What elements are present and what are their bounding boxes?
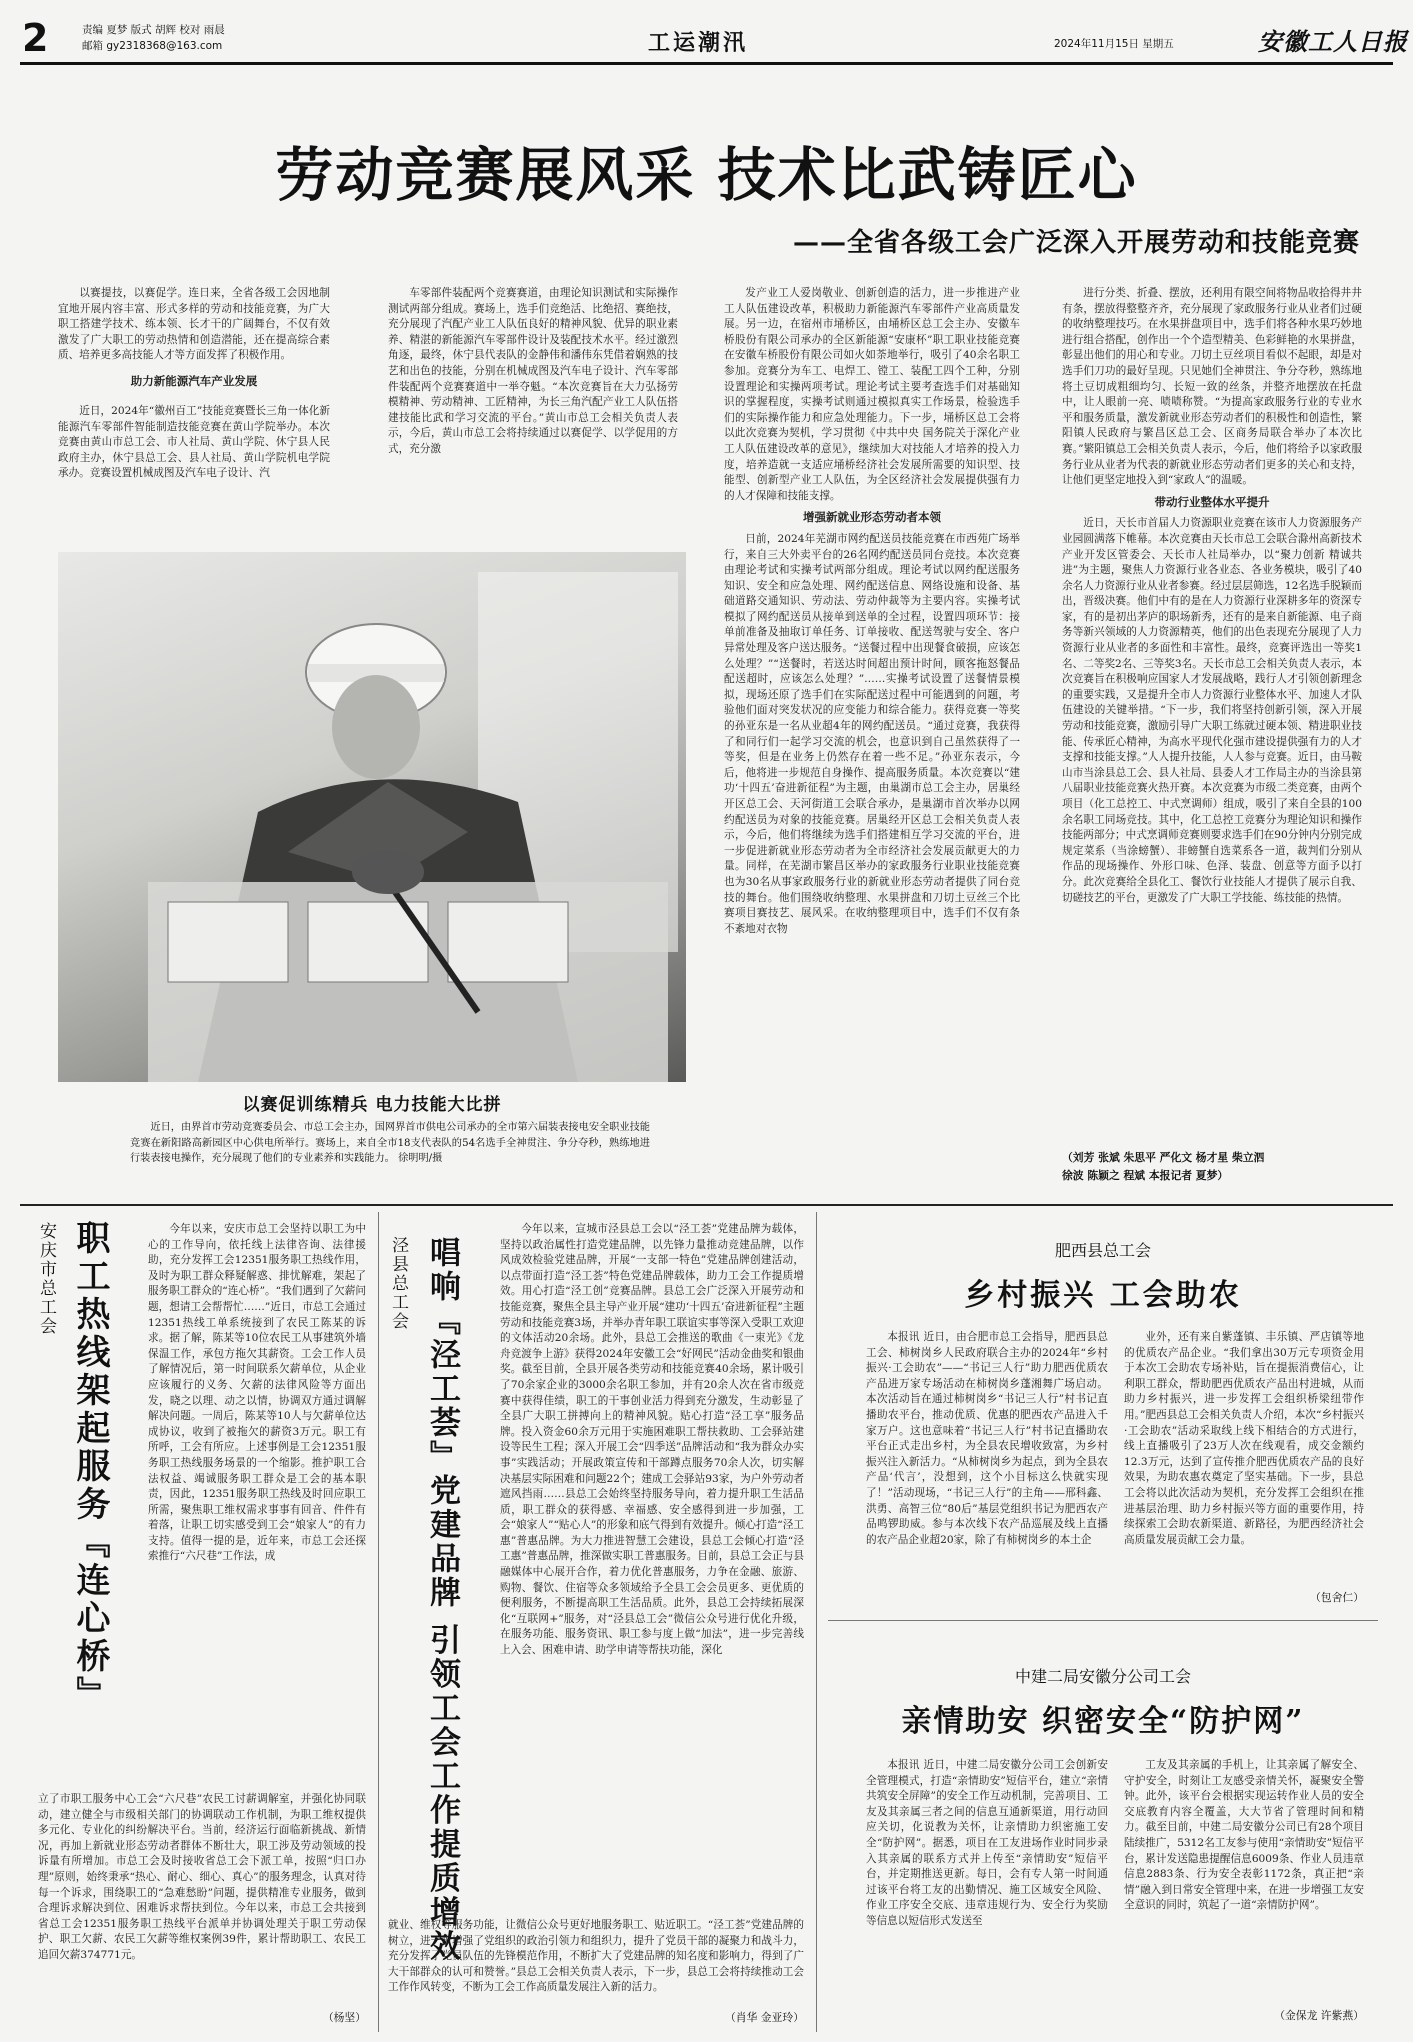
lead-col1-bottom-text: 近日，2024年“徽州百工”技能竞赛暨长三角一体化新能源汽车零部件智能制造技能竞赛在黄山学院举办。本次竞赛由黄山市总工会、市人社局、黄山学院、休宁县人民政府主办，休宁县总工会、县人社局、黄山学院机电学院承办。竞赛设置机械成图及汽车电子设计、汽 (58, 405, 330, 480)
photo-title: 以赛促训练精兵 电力技能大比拼 (242, 1095, 502, 1115)
electrician-photo-illustration (58, 552, 686, 1082)
lead-col3-subheading: 增强新就业形态劳动者本领 (803, 510, 941, 525)
divider-anqing-jingxian (378, 1212, 379, 2032)
lead-col1-top (58, 286, 330, 398)
cscec-byline: （金保龙 许紫燕） (1274, 2009, 1364, 2022)
lead-bottom-rule (20, 1204, 1393, 1206)
cscec-col-b (1124, 1758, 1364, 1994)
jingxian-text-b: 就业、维权等服务功能，让微信公众号更好地服务职工、贴近职工。“泾工荟”党建品牌的树立，进一步增强了党组织的政治引领力和组织力，提升了党员干部的凝聚力和战斗力，充分发挥了党员队伍的先锋模范作用，不断扩大了党建品牌的知名度和影响力，得到了广大干部群众的认可和赞誉。”县总工会相关负责人表示，下一步，县总工会将持续推动工会工作作风转变，不断为工会工作高质量发展注入新的活力。 (388, 1919, 804, 1994)
lead-col4-subheading: 带动行业整体水平提升 (1154, 494, 1270, 509)
jingxian-body-a (500, 1222, 804, 1912)
lead-subtitle: ——全省各级工会广泛深入开展劳动和技能竞赛 (792, 228, 1360, 258)
lead-col1-top-text: 以赛提技，以赛促学。连日来，全省各级工会因地制宜地开展内容丰富、形式多样的劳动和技能竞赛，为广大职工搭建学技术、练本领、长才干的广阔舞台，不仅有效激发了广大职工的劳动热情和创造潜能，还在提高综合素质、培养更多高技能人才等方面发挥了积极作用。 (58, 287, 330, 362)
lead-col3-text-a: 发产业工人爱岗敬业、创新创造的活力，进一步推进产业工人队伍建设改革，积极助力新能源汽车零部件产业高质量发展。另一边，在宿州市埇桥区，由埇桥区总工会主办、安徽车桥股份有限公司承办的全区新能源“安康杯”职工职业技能竞赛在安徽车桥股份有限公司如火如荼地举行，吸引了40余名职工参加。竞赛分为车工、电焊工、镗工、装配工四个工种，分别设置理论和实操两项考试。理论考试主要考查选手们对基础知识的掌握程度，实操考试则通过模拟真实工作场景，检验选手们的实际操作能力和应急处理能力。下一步，埇桥区总工会将以此次竞赛为契机，学习贯彻《中共中央 国务院关于深化产业工人队伍建设改革的意见》，继续加大对技能人才培养的投入力度，培养造就一支适应埇桥经济社会发展所需要的知识型、技能型、创新型产业工人队伍，为全区经济社会发展提供强有力的人才保障和技能支撑。 (724, 287, 1020, 502)
paper-name: 安徽工人日报 (1258, 27, 1408, 56)
lead-col1-bottom (58, 404, 330, 546)
feixi-title: 乡村振兴 工会助农 (964, 1278, 1242, 1313)
lead-photo (58, 552, 686, 1082)
lead-col4-text-a: 进行分类、折叠、摆放，还利用有限空间将物品收拾得井井有条，摆放得整整齐齐，充分展现了家政服务行业从业者们过硬的收纳整理技巧。在水果拼盘项目中，选手们将各种水果巧妙地进行组合搭配，创作出一个个造型精美、色彩鲜艳的水果拼盘，彰显出他们的用心和专业。刀切土豆丝项目看似不起眼，却是对选手们刀功的最好呈现。只见她们全神贯注、争分夺秒，熟练地将土豆切成粗细均匀、长短一致的丝条，并整齐地摆放在托盘中，让人眼前一亮、啧啧称赞。“为提高家政服务行业的专业水平和服务质量，激发新就业形态劳动者们的积极性和创造性，繁阳镇人民政府与繁昌区总工会、区商务局联合举办了本次比赛。”繁阳镇总工会相关负责人表示，今后，他们将给予以家政服务行业从业者为代表的新就业形态劳动者们更多的关心和支持，让他们更坚定地投入到“家政人”的温暖。 (1062, 287, 1362, 487)
lead-col1-subheading: 助力新能源汽车产业发展 (130, 373, 258, 388)
feixi-byline: （包舍仁） (1310, 1591, 1364, 1604)
lead-col3 (724, 286, 1020, 1182)
cscec-title: 亲情助安 织密安全“防护网” (901, 1704, 1305, 1739)
lead-col2 (388, 286, 678, 546)
jingxian-org: 泾县总工会 (388, 1236, 408, 1331)
feixi-col-a (866, 1330, 1108, 1600)
lead-byline-1: （刘芳 张斌 朱思平 严化文 杨才星 柴立泗 (1062, 1151, 1265, 1164)
divider-feixi-cscec (828, 1620, 1378, 1621)
anqing-byline: （杨坚） (322, 2011, 366, 2024)
issue-date: 2024年11月15日 星期五 (1054, 38, 1174, 50)
cscec-org: 中建二局安徽分公司工会 (1014, 1667, 1191, 1686)
anqing-text-a: 今年以来，安庆市总工会坚持以职工为中心的工作导向，依托线上法律咨询、法律援助，充分发挥工会12351服务职工热线作用，及时为职工群众释疑解惑、排忧解难，架起了服务职工群众的“连心桥”。“我们遇到了欠薪问题，想请工会帮帮忙……”近日，市总工会通过12351热线工单系统接到了农民工陈某的诉求。据了解，陈某等10位农民工从事建筑外墙保温工作，承包方拖欠其薪资。工会工作人员了解情况后，第一时间联系欠薪单位，从企业应该履行的义务、欠薪的法律风险等方面出发，晓之以理、动之以情，协调双方通过调解解决问题。一周后，陈某等10人与欠薪单位达成协议，收到了被拖欠的薪资3万元。职工有所呼，工会有所应。上述事例是工会12351服务职工热线服务场景的一个缩影。推护职工合法权益、竭诚服务职工群众是工会的基本职责，因此，12351服务职工热线及时回应职工所需，聚焦职工维权需求事事有回音、件件有着落，让职工切实感受到工会“娘家人”的有力支持。值得一提的是，近年来，市总工会还探索推行“六尺巷”工作法，成 (148, 1223, 366, 1563)
feixi-col-b (1124, 1330, 1364, 1590)
anqing-text-b: 立了市职工服务中心工会“六尺巷”农民工讨薪调解室，并强化协同联动，建立健全与市级相关部门的协调联动工作机制，为职工维权提供多元化、专业化的纠纷解决平台。当前，经济运行面临新挑战、新情况，再加上新就业形态劳动者群体不断壮大，职工涉及劳动领域的投诉量有所增加。市总工会及时接收省总工会下派工单，按照“归口办理”原则，始终秉承“热心、耐心、细心、真心”的服务理念，认真对待每一个诉求，围绕职工的“急难愁盼”问题，提供精准专业服务，做到合理诉求解决到位、困难诉求帮扶到位。今年以来，市总工会共接到省总工会12351服务职工热线平台派单并协调处理关于职工劳动保护、职工欠薪、农民工欠薪等维权案例39件，累计帮助职工、农民工追回欠薪374771元。 (38, 1793, 366, 1961)
photo-caption: 近日，由界首市劳动竞赛委员会、市总工会主办，国网界首市供电公司承办的全市第六届装表接电安全职业技能竞赛在新阳路高新园区中心供电所举行。赛场上，来自全市18支代表队的54名选手全神贯注、争分夺秒，熟练地进行装表接电操作，充分展现了他们的专业素养和实践能力。 徐明明/摄 (130, 1122, 650, 1164)
lead-byline-2: 徐波 陈颖之 程斌 本报记者 夏梦） (1062, 1169, 1229, 1182)
feixi-org: 肥西县总工会 (1054, 1241, 1151, 1260)
section-name: 工运潮汛 (648, 31, 749, 56)
anqing-body-a (148, 1222, 366, 1782)
lead-title: 劳动竞赛展风采 技术比武铸匠心 (275, 141, 1138, 209)
cscec-col-a (866, 1758, 1108, 2008)
lead-col4 (1062, 286, 1362, 1146)
anqing-body-b (38, 1792, 366, 1996)
lead-col2-text: 车零部件装配两个竞赛赛道，由理论知识测试和实际操作测试两部分组成。赛场上，选手们竞绝活、比绝招、赛绝技，充分展现了汽配产业工人队伍良好的精神风貌、优异的职业素养、精湛的新能源汽车零部件设计及装配技术水平。经过激烈角逐，最终，休宁县代表队的金静伟和潘伟东凭借着娴熟的技艺和出色的技能，分别在机械成图及汽车电子设计、汽车零部件装配两个竞赛赛道中一举夺魁。“本次竞赛旨在大力弘扬劳模精神、劳动精神、工匠精神，为长三角汽配产业工人队伍搭建技能比武和学习交流的平台。”黄山市总工会相关负责人表示，今后，黄山市总工会将持续通过以赛促学、以学促用的方式，充分激 (388, 287, 678, 455)
editor-line: 责编 夏梦 版式 胡辉 校对 雨晨 (82, 24, 225, 36)
feixi-text-a: 本报讯 近日，由合肥市总工会指导，肥西县总工会、柿树岗乡人民政府联合主办的2024年“乡村振兴·工会助农”——“书记三人行”助力肥西优质农产品进万家专场活动在柿树岗乡蓬湘舞广场启动。本次活动旨在通过柿树岗乡“书记三人行”村书记直播助农平台，推动优质、优惠的肥西农产品进入千家万户。这也意味着“书记三人行”村书记直播助农平台正式走出乡村，为全县农民增收致富，为乡村振兴注入新活力。“从柿树岗乡为起点，到为全县农产品‘代言’，没想到，这个小目标这么快就实现了！”活动现场，“书记三人行”的主角——邢科鑫、洪勇、高智三位“80后”基层党组织书记为肥西农产品鸣锣助威。参与本次线下农产品巡展及线上直播的农产品企业超20家，除了有柿树岗乡的本土企 (866, 1331, 1108, 1546)
jingxian-body-b (388, 1918, 804, 2008)
page-number: 2 (22, 16, 49, 60)
masthead-rule (20, 62, 1393, 65)
email-line: 邮箱 gy2318368@163.com (82, 40, 223, 52)
anqing-title: 职工热线架起服务『连心桥』 (70, 1220, 110, 1714)
feixi-text-b: 业外，还有来自紫蓬镇、丰乐镇、严店镇等地的优质农产品企业。“我们拿出30万元专项资金用于本次工会助农专场补贴，旨在提振消费信心，让利职工群众，帮助肥西优质农产品出村进城，从而助力乡村振兴，进一步发挥工会组织桥梁纽带作用。”肥西县总工会相关负责人介绍，本次“乡村振兴·工会助农”活动采取线上线下相结合的方式进行，线上直播吸引了23万人次在线观看，成交金额约12.3万元，达到了宣传推介肥西优质农产品的良好效果，为助农惠农奠定了坚实基础。下一步，县总工会将以此次活动为契机，充分发挥工会组织在推进基层治理、助力乡村振兴等方面的重要作用，持续探索工会助农新渠道、新路径，为肥西经济社会高质量发展贡献工会力量。 (1124, 1331, 1364, 1546)
anqing-org: 安庆市总工会 (36, 1222, 56, 1336)
jingxian-text-a: 今年以来，宣城市泾县总工会以“泾工荟”党建品牌为载体，坚持以政治属性打造党建品牌，以先锋力量推动竞建品牌，以作风成效检验党建品牌，开展“一支部一特色”党建品牌创建活动，以点带面打造“泾工荟”特色党建品牌载体，助力工会工作提质增效。用心打造“泾工创”竞赛品牌。县总工会广泛深入开展劳动和技能竞赛，聚焦全县主导产业开展“建功‘十四五’奋进新征程”主题劳动和技能竞赛3场，并举办青年职工联谊实事等深入受职工欢迎的文体活动20余场。此外，县总工会推送的歌曲《一束光》《龙舟竞渡争上游》获得2024年安徽工会“好网民”活动金曲奖和银曲奖。截至目前，全县开展各类劳动和技能竞赛40余场，累计吸引了70余家企业的3000余名职工参加，并有20余人次在省市级竞赛中获得佳绩，职工的干事创业活力得到充分激发，生动彰显了全县广大职工拼搏向上的精神风貌。贴心打造“泾工享”服务品牌。投入资金60余万元用于实施困难职工帮扶救助、工会驿站建设等民生工程；深入开展工会“四季送”品牌活动和“我为群众办实事”实践活动；开展政策宣传和干部蹲点服务70余人次，切实解决基层实际困难和问题22个；建成工会驿站93家，为户外劳动者遮风挡雨……县总工会始终坚持服务导向，着力提升职工生活品质，职工群众的获得感、幸福感、安全感得到进一步加强，工会“娘家人”“贴心人”的形象和底气得到有效提升。倾心打造“泾工惠”普惠品牌。为大力推进智慧工会建设，县总工会倾心打造“泾工惠”普惠品牌，推深做实职工普惠服务。目前，县总工会正与县融媒体中心展开合作，着力优化普惠服务，力争在金融、旅游、购物、餐饮、住宿等众多领域给予全县工会会员更多、更优质的便利服务，不断提高职工生活品质。此外，县总工会持续拓展深化“互联网+”服务，对“泾县总工会”微信公众号进行优化升级，在服务功能、服务资讯、职工参与度上做“加法”，进一步完善线上入会、困难申请、助学申请等帮扶功能，深化 (500, 1223, 804, 1657)
jingxian-title: 唱响『泾工荟』党建品牌 引领工会工作提质增效 (424, 1236, 460, 1964)
lead-col3-text-b: 日前，2024年芜湖市网约配送员技能竞赛在市西苑广场举行，来自三大外卖平台的26名网约配送员同台竞技。本次竞赛由理论考试和实操考试两部分组成。理论考试以网约配送服务知识、安全和应急处理、网约配送信息、网络设施和设备、基础道路交通知识、劳动法、劳动仲裁等为主要内容。实操考试模拟了网约配送员从接单到送单的全过程，设置四项环节：接单前准备及抽取订单任务、订单接收、配送驾驶与安全、客户异常处理及客户送达服务。“送餐过程中出现餐食破损，应该怎么处理？”“送餐时，若送达时间超出预计时间，顾客拖怒餐品配送超时，应该怎么处理？”……实操考试设置了送餐情景模拟，现场还原了选手们在实际配送过程中可能遇到的问题，考验他们面对突发状况的应变能力和综合能力。获得竞赛一等奖的孙亚东是一名从业超4年的网约配送员。“通过竞赛，我获得了和同行们一起学习交流的机会，也意识到自己虽然获得了一等奖，但是在业务上仍然存在着一些不足。”孙亚东表示，今后，他将进一步规范自身操作、提高服务质量。本次竞赛以“建功‘十四五’奋进新征程”为主题，由巢湖市总工会主办，居巢经开区总工会、天河街道工会联合承办，是巢湖市首次举办以网约配送员为对象的技能竞赛。居巢经开区总工会相关负责人表示，今后，他们将继续为选手们搭建相互学习交流的平台，进一步促进新就业形态劳动者为全市经济社会发展贡献更大的力量。同样，在芜湖市繁昌区举办的家政服务行业职业技能竞赛也为30名从事家政服务行业的新就业形态劳动者提供了同台竞技的舞台。他们围绕收纳整理、水果拼盘和刀切土豆丝三个比赛项目赛技艺、展风采。在收纳整理项目中，选手们不仅有条不紊地对衣物 (724, 532, 1020, 935)
cscec-text-a: 本报讯 近日，中建二局安徽分公司工会创新安全管理模式，打造“亲情助安”短信平台，建立“亲情共筑安全屏障”的安全工作互动机制，完善项目、工友及其亲属三者之间的信息互通新渠道，用行动回应关切，化说教为关怀，让亲情助力织密施工安全“防护网”。据悉，项目在工友进场作业时同步录入其亲属的联系方式并上传至“亲情助安”短信平台，并定期推送更新。每日，会有专人第一时间通过该平台将工友的出勤情况、施工区域安全风险、作业工序安全交底、违章违规行为、安全行为奖励等信息以短信形式发送至 (866, 1759, 1108, 1927)
cscec-text-b: 工友及其亲属的手机上，让其亲属了解安全、守护安全，时刻让工友感受亲情关怀，凝聚安全警钟。此外，该平台会根据实现运转作业人员的安全交底教育内容全覆盖，大大节省了管理时间和精力。截至目前，中建二局安徽分公司已有28个项目陆续推广，5312名工友参与使用“亲情助安”短信平台，累计发送隐患提醒信息6009条、作业人员违章信息2883条、行为安全表彰1172条，真正把“亲情”融入到日常安全管理中来，在进一步增强工友安全意识的同时，筑起了一道“亲情防护网”。 (1124, 1759, 1364, 1912)
lead-col4-text-b: 近日，天长市首届人力资源职业竞赛在该市人力资源服务产业园圆满落下帷幕。本次竞赛由天长市总工会联合滁州高新技术产业开发区管委会、天长市人社局举办，以“聚力创新 精诚共进”为主题，聚焦人力资源行业各业态、各业务模块，吸引了40余名人力资源行业从业者参赛。经过层层筛选，12名选手脱颖而出，晋级决赛。他们中有的是在人力资源行业深耕多年的资深专家，有的是初出茅庐的职场新秀，还有的是来自新能源、电子商务等新兴领域的人力资源精英，他们的出色表现充分展现了人力资源行业从业者的多面性和丰富性。最终，竞赛评选出一等奖1名、二等奖2名、三等奖3名。天长市总工会相关负责人表示，本次竞赛旨在积极响应国家人才发展战略，践行人才引领创新理念的重要实践，又是提升全市人力资源行业整体水平、加速人才队伍建设的关键举措。“下一步，我们将坚持创新引领，深入开展劳动和技能竞赛，激励引导广大职工练就过硬本领、精进职业技能、传承匠心精神，为高水平现代化强市建设提供强有力的人才支撑和技能支撑。”人人提升技能，人人参与竞赛。近日，由马鞍山市当涂县总工会、县人社局、县委人才工作局主办的当涂县第八届职业技能竞赛火热开赛。本次竞赛为市级二类竞赛，由两个项目（化工总控工、中式烹调师）组成，吸引了来自全县的100余名职工同场竞技。其中，化工总控工竞赛分为理论知识和操作技能两部分；中式烹调师竞赛则要求选手们在90分钟内分别完成规定菜系（当涂螃蟹）、非螃蟹自选菜系各一道，裁判们分别从作品的现场操作、外形口味、色泽、装盘、创意等方面予以打分。此次竞赛给全县化工、餐饮行业技能人才提供了展示自我、切磋技艺的平台，更激发了广大职工学技能、练技能的热情。 (1062, 517, 1362, 904)
divider-jingxian-right (816, 1212, 817, 2032)
jingxian-byline: （肖华 金亚玲） (724, 2011, 804, 2024)
